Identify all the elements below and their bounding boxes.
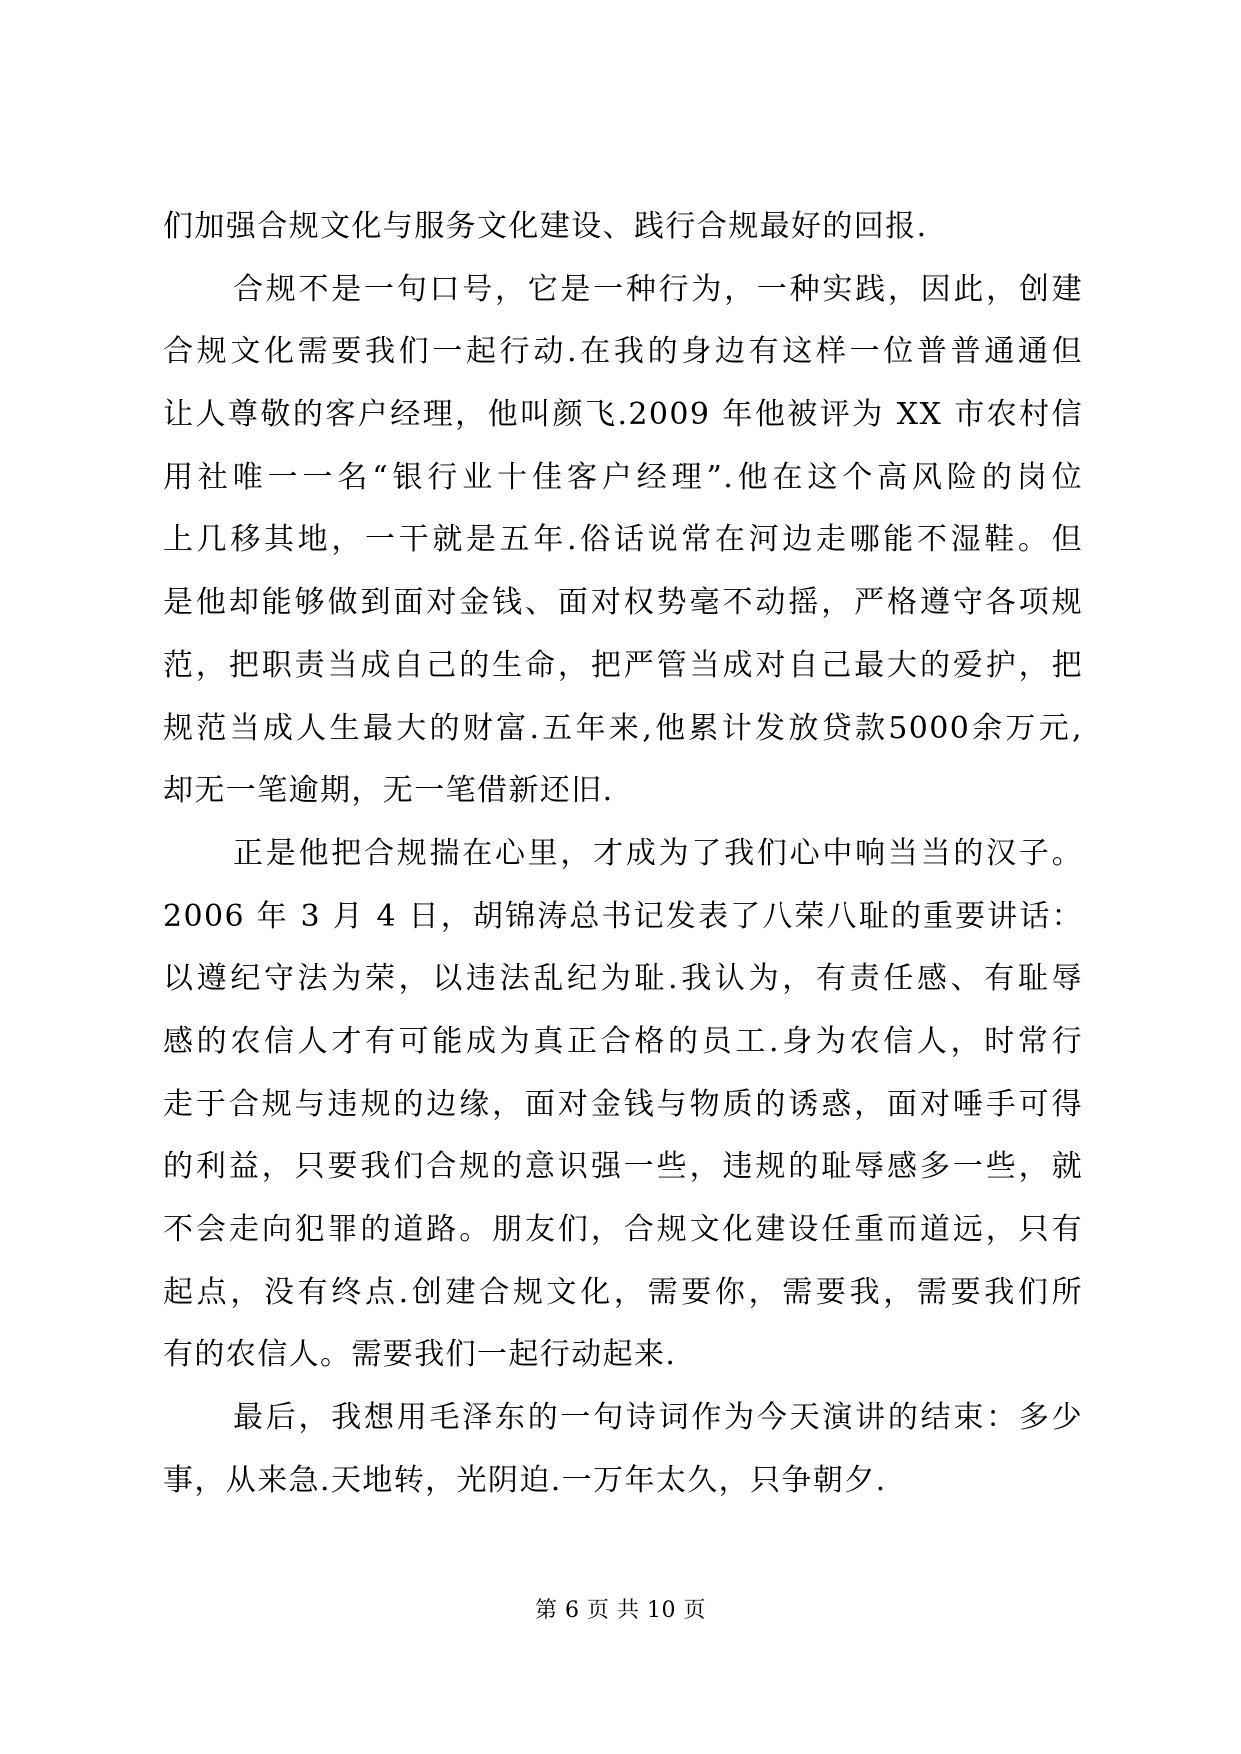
text-line: 起点，没有终点.创建合规文化，需要你，需要我，需要我们所 [163, 1274, 1083, 1310]
text-line: 上几移其地，一干就是五年.俗话说常在河边走哪能不湿鞋。但 [163, 522, 1083, 558]
text-line: 不会走向犯罪的道路。朋友们，合规文化建设任重而道远，只有 [163, 1212, 1083, 1247]
text-line: 2006 年 3 月 4 日，胡锦涛总书记发表了八荣八耻的重要讲话： [163, 898, 1083, 934]
paragraph-first-line: 正是他把合规揣在心里，才成为了我们心中响当当的汉子。 [233, 835, 1083, 871]
text-line: 范，把职责当成自己的生命，把严管当成对自己最大的爱护，把 [163, 647, 1083, 683]
text-line: 事，从来急.天地转，光阴迫.一万年太久，只争朝夕. [163, 1462, 887, 1498]
body-text [163, 196, 1083, 1512]
text-line: 的利益，只要我们合规的意识强一些，违规的耻辱感多一些，就 [163, 1149, 1083, 1185]
text-line: 却无一笔逾期，无一笔借新还旧. [163, 773, 614, 809]
text-line: 走于合规与违规的边缘，面对金钱与物质的诱惑，面对唾手可得 [163, 1086, 1083, 1122]
paragraph-first-line: 合规不是一句口号，它是一种行为，一种实践，因此，创建 [233, 271, 1083, 307]
text-line: 合规文化需要我们一起行动.在我的身边有这样一位普普通通但 [163, 334, 1083, 370]
page-number-footer: 第 6 页 共 10 页 [535, 1598, 706, 1623]
text-line: 感的农信人才有可能成为真正合格的员工.身为农信人，时常行 [163, 1023, 1083, 1059]
text-line: 有的农信人。需要我们一起行动起来. [163, 1337, 677, 1373]
text-line: 以遵纪守法为荣，以违法乱纪为耻.我认为，有责任感、有耻辱 [163, 961, 1083, 997]
text-line: 让人尊敬的客户经理，他叫颜飞.2009 年他被评为 XX 市农村信 [163, 397, 1083, 433]
text-line: 们加强合规文化与服务文化建设、践行合规最好的回报. [163, 209, 928, 244]
text-line: 是他却能够做到面对金钱、面对权势毫不动摇，严格遵守各项规 [163, 585, 1083, 621]
paragraph-first-line: 最后，我想用毛泽东的一句诗词作为今天演讲的结束：多少 [233, 1400, 1083, 1436]
text-line: 用社唯一一名“银行业十佳客户经理”.他在这个高风险的岗位 [163, 459, 1083, 495]
text-line: 规范当成人生最大的财富.五年来,他累计发放贷款5000余万元, [163, 710, 1083, 746]
